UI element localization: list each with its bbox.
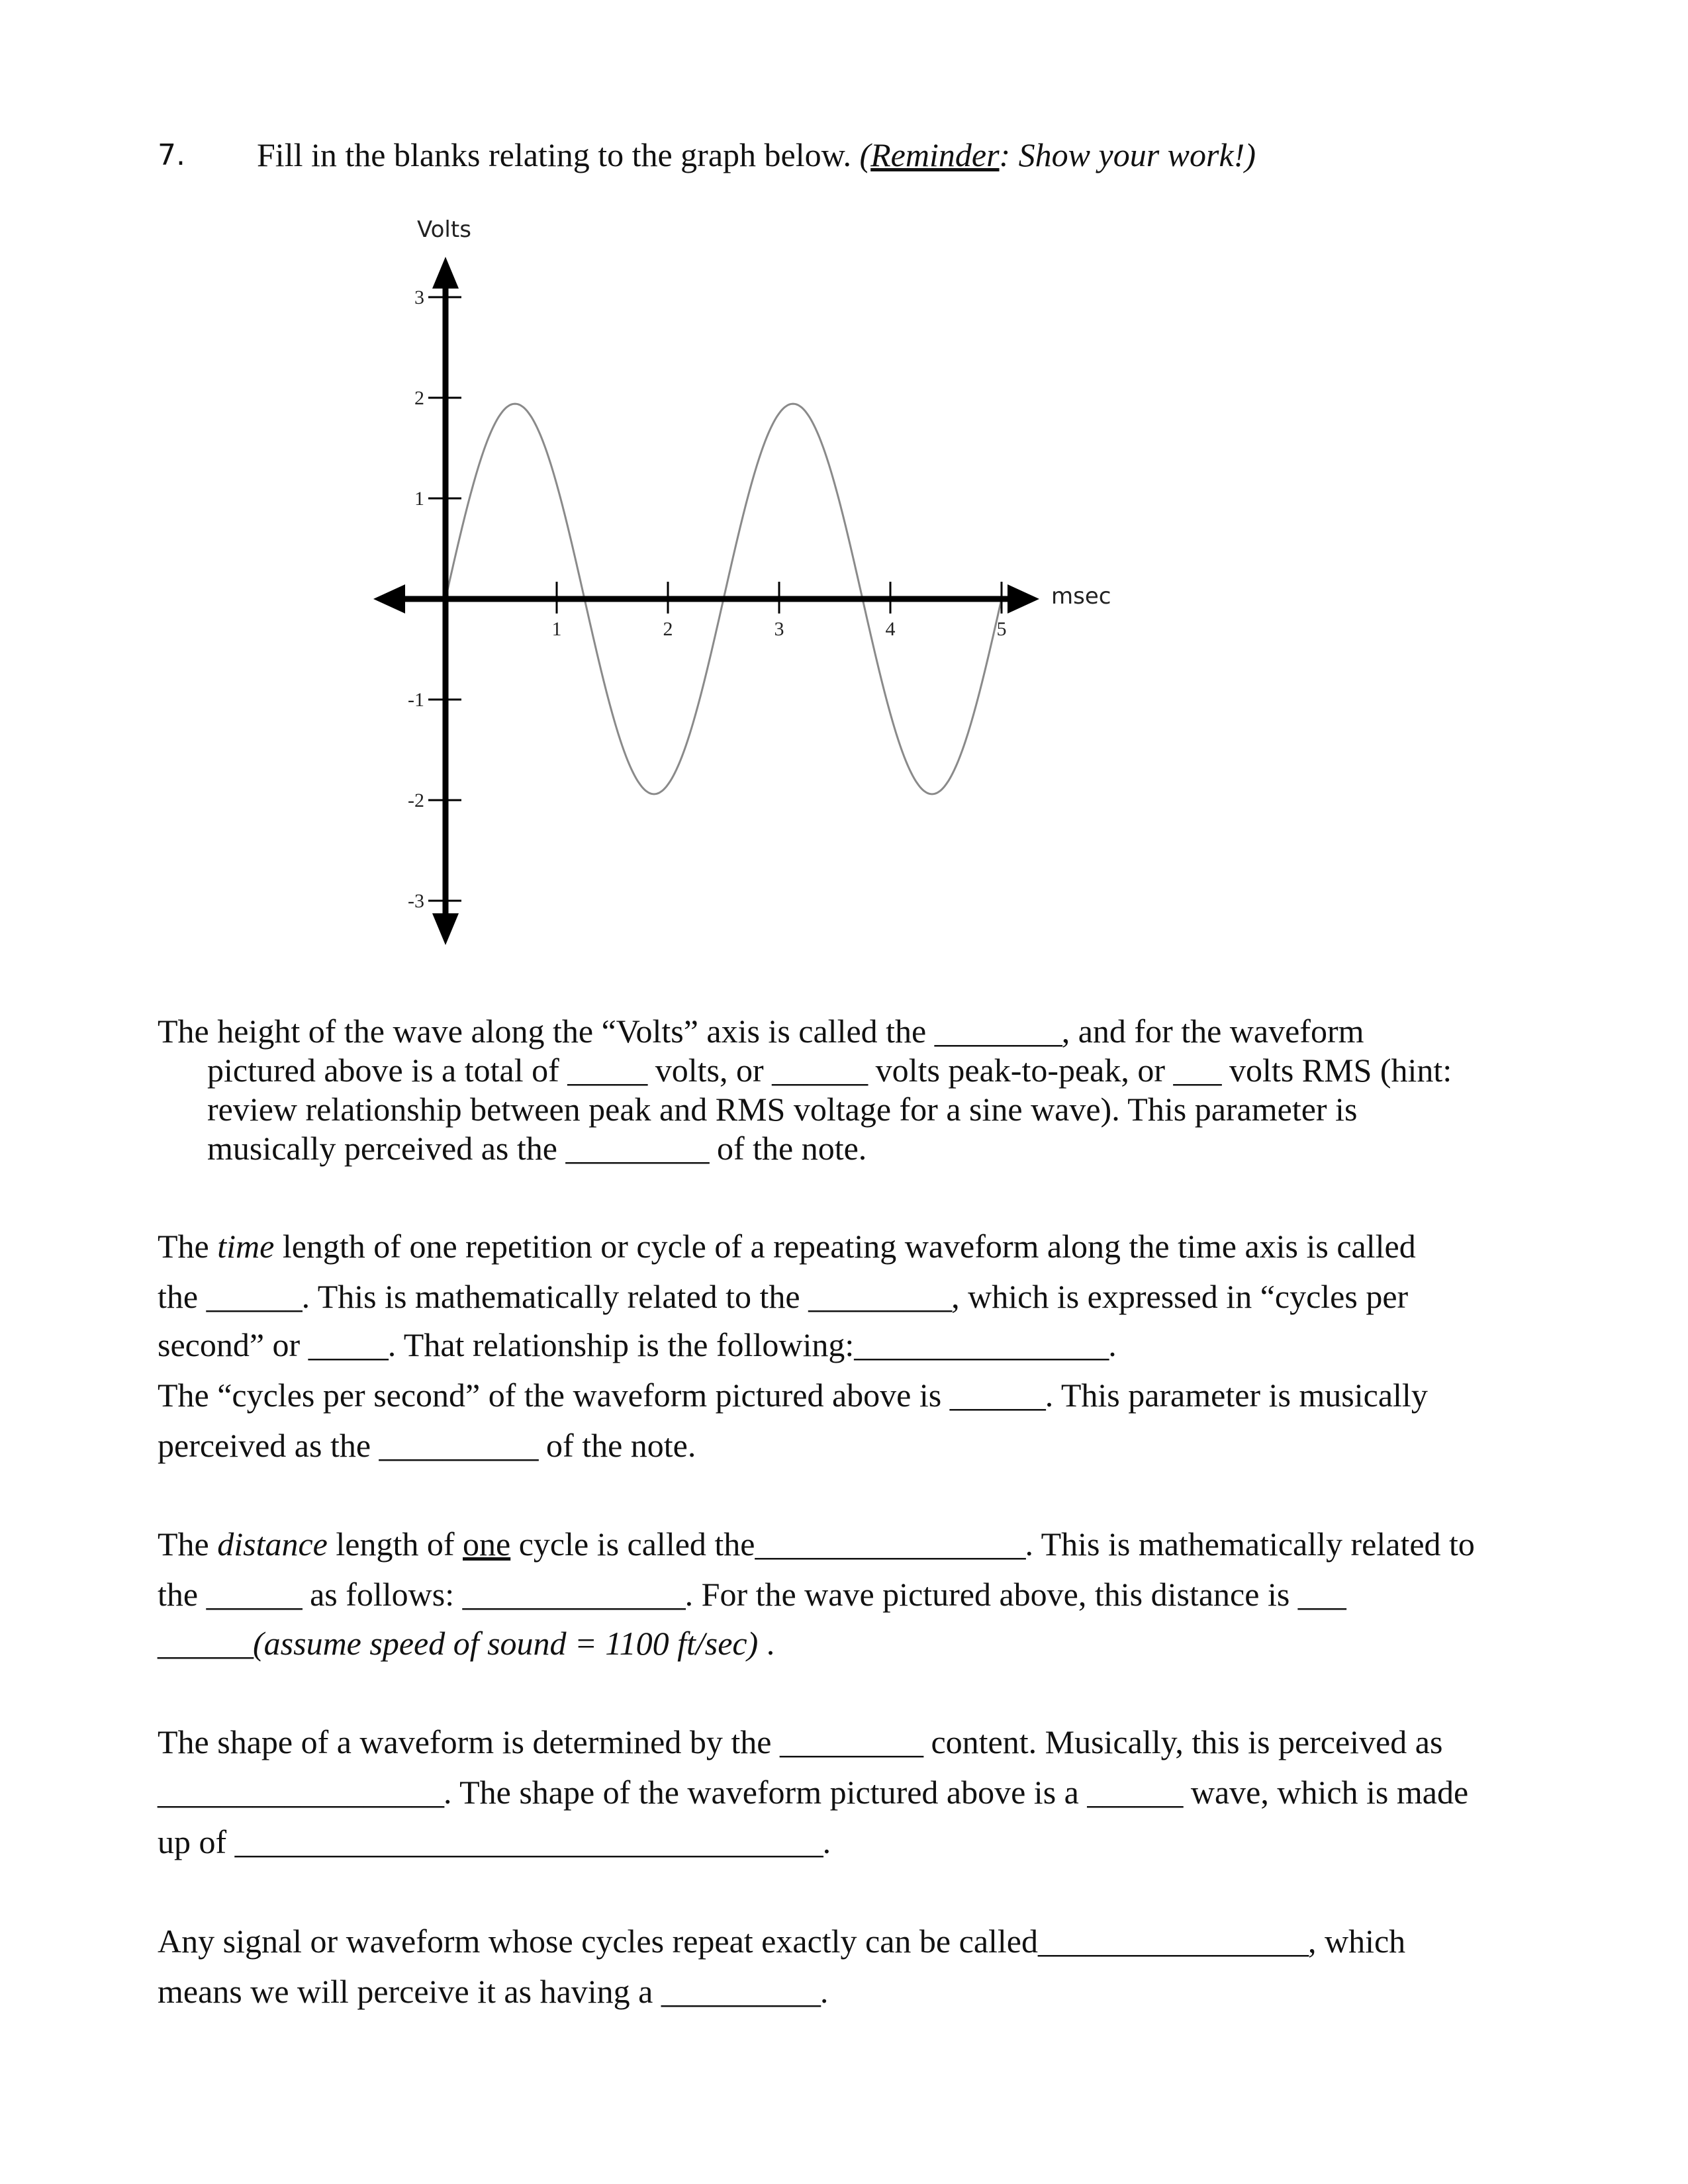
text-segment: the [158,1278,207,1315]
answer-blank[interactable]: ________________ [854,1326,1109,1363]
answer-blank[interactable]: ___ [1297,1576,1346,1613]
y-tick-label: -2 [408,790,424,811]
text-line [158,1972,828,2011]
y-tick-label: -1 [408,689,424,711]
answer-blank[interactable]: _________ [808,1278,952,1315]
y-axis-down-arrow-icon [432,913,459,945]
y-tick-label: -3 [408,890,424,912]
answer-blank[interactable]: ______________ [462,1576,685,1613]
reminder-open: ( [859,136,871,173]
answer-blank[interactable]: _________ [779,1723,923,1760]
text-segment: The [158,1525,218,1563]
text-line [158,1524,1475,1564]
text-segment: . This is mathematically related to the [301,1278,809,1315]
text-segment: length of one repetition or cycle of a repeating waveform along the time axis is called [274,1228,1416,1265]
text-segment: the [158,1576,207,1613]
text-segment: . [758,1625,775,1662]
answer-blank[interactable]: ___ [1173,1052,1221,1089]
text-segment: means we will perceive it as having a [158,1973,661,2010]
text-line [158,1722,1442,1762]
text-line [158,1011,1364,1051]
text-line [158,1921,1405,1961]
reminder-label: Reminder [870,136,1000,173]
text-segment: of the note. [708,1130,867,1167]
answer-blank[interactable]: _________________ [1037,1923,1308,1960]
text-segment: The shape of a waveform is determined by the [158,1723,780,1760]
text-segment: cycle is called the [510,1525,755,1563]
x-tick-label: 3 [774,618,784,640]
text-line [207,1128,867,1168]
text-segment: musically perceived as the [207,1130,566,1167]
text-line [158,1426,696,1465]
text-segment: . The shape of the waveform pictured above is a [444,1774,1088,1811]
x-tick-label: 1 [551,618,562,640]
text-segment: perceived as the [158,1427,379,1464]
text-segment: The [158,1228,218,1265]
text-segment: . This is mathematically related to [1025,1525,1475,1563]
answer-blank[interactable]: ______ [1087,1774,1183,1811]
answer-blank[interactable]: _____________________________________ [234,1823,823,1860]
text-segment: up of [158,1823,235,1860]
answer-blank[interactable]: __________ [661,1973,820,2010]
text-segment: , which is expressed in “cycles per [951,1278,1409,1315]
underlined-text: one [463,1525,511,1563]
answer-blank[interactable]: __________ [379,1427,538,1464]
answer-blank[interactable]: ______ [772,1052,868,1089]
answer-blank[interactable]: ______ [158,1625,253,1662]
text-segment: . [822,1823,831,1860]
text-segment: of the note. [538,1427,696,1464]
text-segment: review relationship between peak and RMS voltage for a sine wave). This parameter is [207,1091,1358,1128]
answer-blank[interactable]: ________ [934,1013,1062,1050]
text-segment: . [820,1973,829,2010]
y-tick-label: 3 [414,287,424,308]
x-tick-label: 4 [885,618,896,640]
prompt-text: Fill in the blanks relating to the graph below. [257,136,860,173]
text-line [158,1574,1346,1614]
text-segment: second” or [158,1326,308,1363]
text-line [207,1050,1452,1090]
text-segment: volts, or [647,1052,773,1089]
italic-text: distance [217,1525,328,1563]
text-line [158,1277,1408,1316]
text-line [158,1325,1117,1365]
text-segment: . For the wave pictured above, this distance is [684,1576,1298,1613]
answer-blank[interactable]: _____ [567,1052,647,1089]
text-segment: as follows: [301,1576,463,1613]
answer-blank[interactable]: ______ [206,1576,302,1613]
text-segment: . That relationship is the following: [387,1326,855,1363]
x-tick-label: 2 [663,618,673,640]
x-axis-label: msec [1051,583,1111,610]
text-segment: , and for the waveform [1061,1013,1364,1050]
x-tick-label: 5 [996,618,1007,640]
y-tick-label: 2 [414,387,424,409]
italic-text: time [217,1228,275,1265]
text-line [158,1226,1416,1266]
text-line [207,1089,1357,1129]
text-segment: Any signal or waveform whose cycles repeat exactly can be called [158,1923,1038,1960]
answer-blank[interactable]: __________________ [158,1774,444,1811]
answer-blank[interactable]: ______ [949,1377,1045,1414]
text-segment: The height of the wave along the “Volts” axis is called the [158,1013,935,1050]
text-line [158,1375,1428,1415]
text-segment: volts peak-to-peak, or [867,1052,1174,1089]
answer-blank[interactable]: ______ [206,1278,302,1315]
reminder-text: : Show your work!) [999,136,1256,173]
y-axis-label: Volts [417,216,471,243]
answer-blank[interactable]: _________________ [755,1525,1025,1563]
text-segment: volts RMS (hint: [1221,1052,1452,1089]
x-axis-left-arrow-icon [373,584,405,614]
text-line [158,1772,1468,1812]
answer-blank[interactable]: _____ [308,1326,388,1363]
sine-wave-chart [0,0,1688,993]
text-line [158,1623,774,1663]
question-number: 7. [158,138,185,172]
text-segment: The “cycles per second” of the waveform pictured above is [158,1377,950,1414]
text-segment: . [1108,1326,1117,1363]
text-segment: . This parameter is musically [1045,1377,1428,1414]
text-segment: wave, which is made [1182,1774,1469,1811]
text-segment: , which [1307,1923,1406,1960]
text-segment: length of [327,1525,463,1563]
y-tick-label: 1 [414,488,424,510]
x-axis-right-arrow-icon [1008,584,1039,614]
text-segment: content. Musically, this is perceived as [922,1723,1443,1760]
y-axis-up-arrow-icon [432,257,459,289]
text-line [158,1822,831,1862]
answer-blank[interactable]: _________ [565,1130,709,1167]
text-segment: pictured above is a total of [207,1052,568,1089]
italic-text: (assume speed of sound = 1100 ft/sec) [253,1625,759,1662]
